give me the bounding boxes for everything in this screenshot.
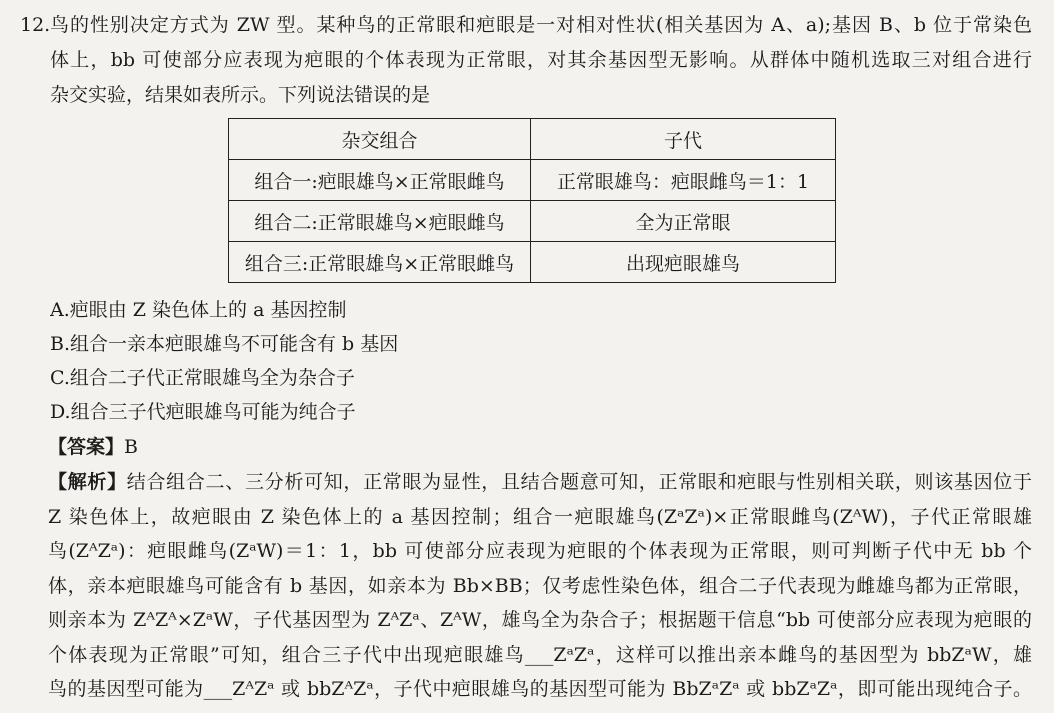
analysis-line: 个体表现为正常眼”可知，组合三子代中出现疤眼雄鸟___ZᵃZᵃ，这样可以推出亲本雌鸟的基因型为 bbZᵃW，雄 (48, 643, 1032, 666)
option-d (50, 395, 650, 429)
answer-label: 【答案】 (48, 436, 125, 458)
table-row (229, 201, 836, 242)
table-row (229, 242, 836, 283)
option-label: D. (50, 401, 71, 423)
question-line: 杂交实验，结果如表所示。下列说法错误的是 (50, 84, 431, 106)
table-cell-cross: 组合二:正常眼雄鸟×疤眼雌鸟 (229, 201, 531, 242)
option-label: C. (50, 367, 70, 389)
question-line: 体上，bb 可使部分应表现为疤眼的个体表现为正常眼，对其余基因型无影响。从群体中随机选取三对组合进行 (50, 49, 1032, 71)
table-header-cross: 杂交组合 (229, 119, 531, 160)
analysis-line: 鸟(ZᴬZᵃ)：疤眼雌鸟(ZᵃW)＝1：1，bb 可使部分应表现为疤眼的个体表现为正常眼，则可判断子代中无 bb 个 (48, 540, 1032, 562)
option-a (50, 293, 650, 327)
answer-value: B (124, 436, 138, 458)
option-label: A. (50, 299, 70, 321)
option-c (50, 361, 650, 395)
answer-line (48, 430, 138, 464)
question-stem (50, 8, 1032, 113)
analysis-line: 鸟的基因型可能为___ZᴬZᵃ 或 bbZᴬZᵃ，子代中疤眼雄鸟的基因型可能为 BbZᵃZᵃ 或 bbZᵃZᵃ，即可能出现纯合子。 (48, 678, 1032, 700)
analysis-line: Z 染色体上，故疤眼由 Z 染色体上的 a 基因控制；组合一疤眼雄鸟(ZᵃZᵃ)×正常眼雌鸟(ZᴬW)，子代正常眼雄 (48, 505, 1032, 528)
table-cell-cross: 组合三:正常眼雄鸟×正常眼雌鸟 (229, 242, 531, 283)
table-header-offspring: 子代 (531, 119, 836, 160)
answer-options (50, 293, 650, 429)
table-cell-offspring: 出现疤眼雄鸟 (531, 242, 836, 283)
analysis-line: 则亲本为 ZᴬZᴬ×ZᵃW，子代基因型为 ZᴬZᵃ、ZᴬW，雄鸟全为杂合子；根据题干信息“bb 可使部分应表现为疤眼的 (48, 609, 1032, 631)
cross-results-table (228, 118, 836, 283)
table-cell-cross: 组合一:疤眼雄鸟×正常眼雌鸟 (229, 160, 531, 201)
option-b (50, 327, 650, 361)
option-text: 组合一亲本疤眼雄鸟不可能含有 b 基因 (70, 333, 399, 355)
question-number: 12. (20, 14, 51, 36)
table-row (229, 160, 836, 201)
option-text: 疤眼由 Z 染色体上的 a 基因控制 (69, 299, 347, 321)
option-text: 组合二子代正常眼雄鸟全为杂合子 (69, 367, 355, 389)
table-cell-offspring: 全为正常眼 (531, 201, 836, 242)
analysis-line: 体，亲本疤眼雄鸟可能含有 b 基因，如亲本为 Bb×BB；仅考虑性染色体，组合二子代表现为雌雄鸟都为正常眼， (48, 574, 1032, 597)
analysis-line (48, 465, 1032, 500)
table-cell-offspring: 正常眼雄鸟：疤眼雌鸟＝1：1 (531, 160, 836, 201)
analysis-section (48, 465, 1032, 707)
option-label: B. (50, 333, 71, 355)
option-text: 组合三子代疤眼雄鸟可能为纯合子 (70, 401, 356, 423)
question-line: 鸟的性别决定方式为 ZW 型。某种鸟的正常眼和疤眼是一对相对性状(相关基因为 A、a);基因 B、b 位于常染色 (50, 14, 1032, 36)
analysis-label: 【解析】 (48, 471, 127, 493)
analysis-text: 结合组合二、三分析可知，正常眼为显性，且结合题意可知，正常眼和疤眼与性别相关联，则该基因位于 (126, 471, 1032, 493)
table-header-row (229, 119, 836, 160)
